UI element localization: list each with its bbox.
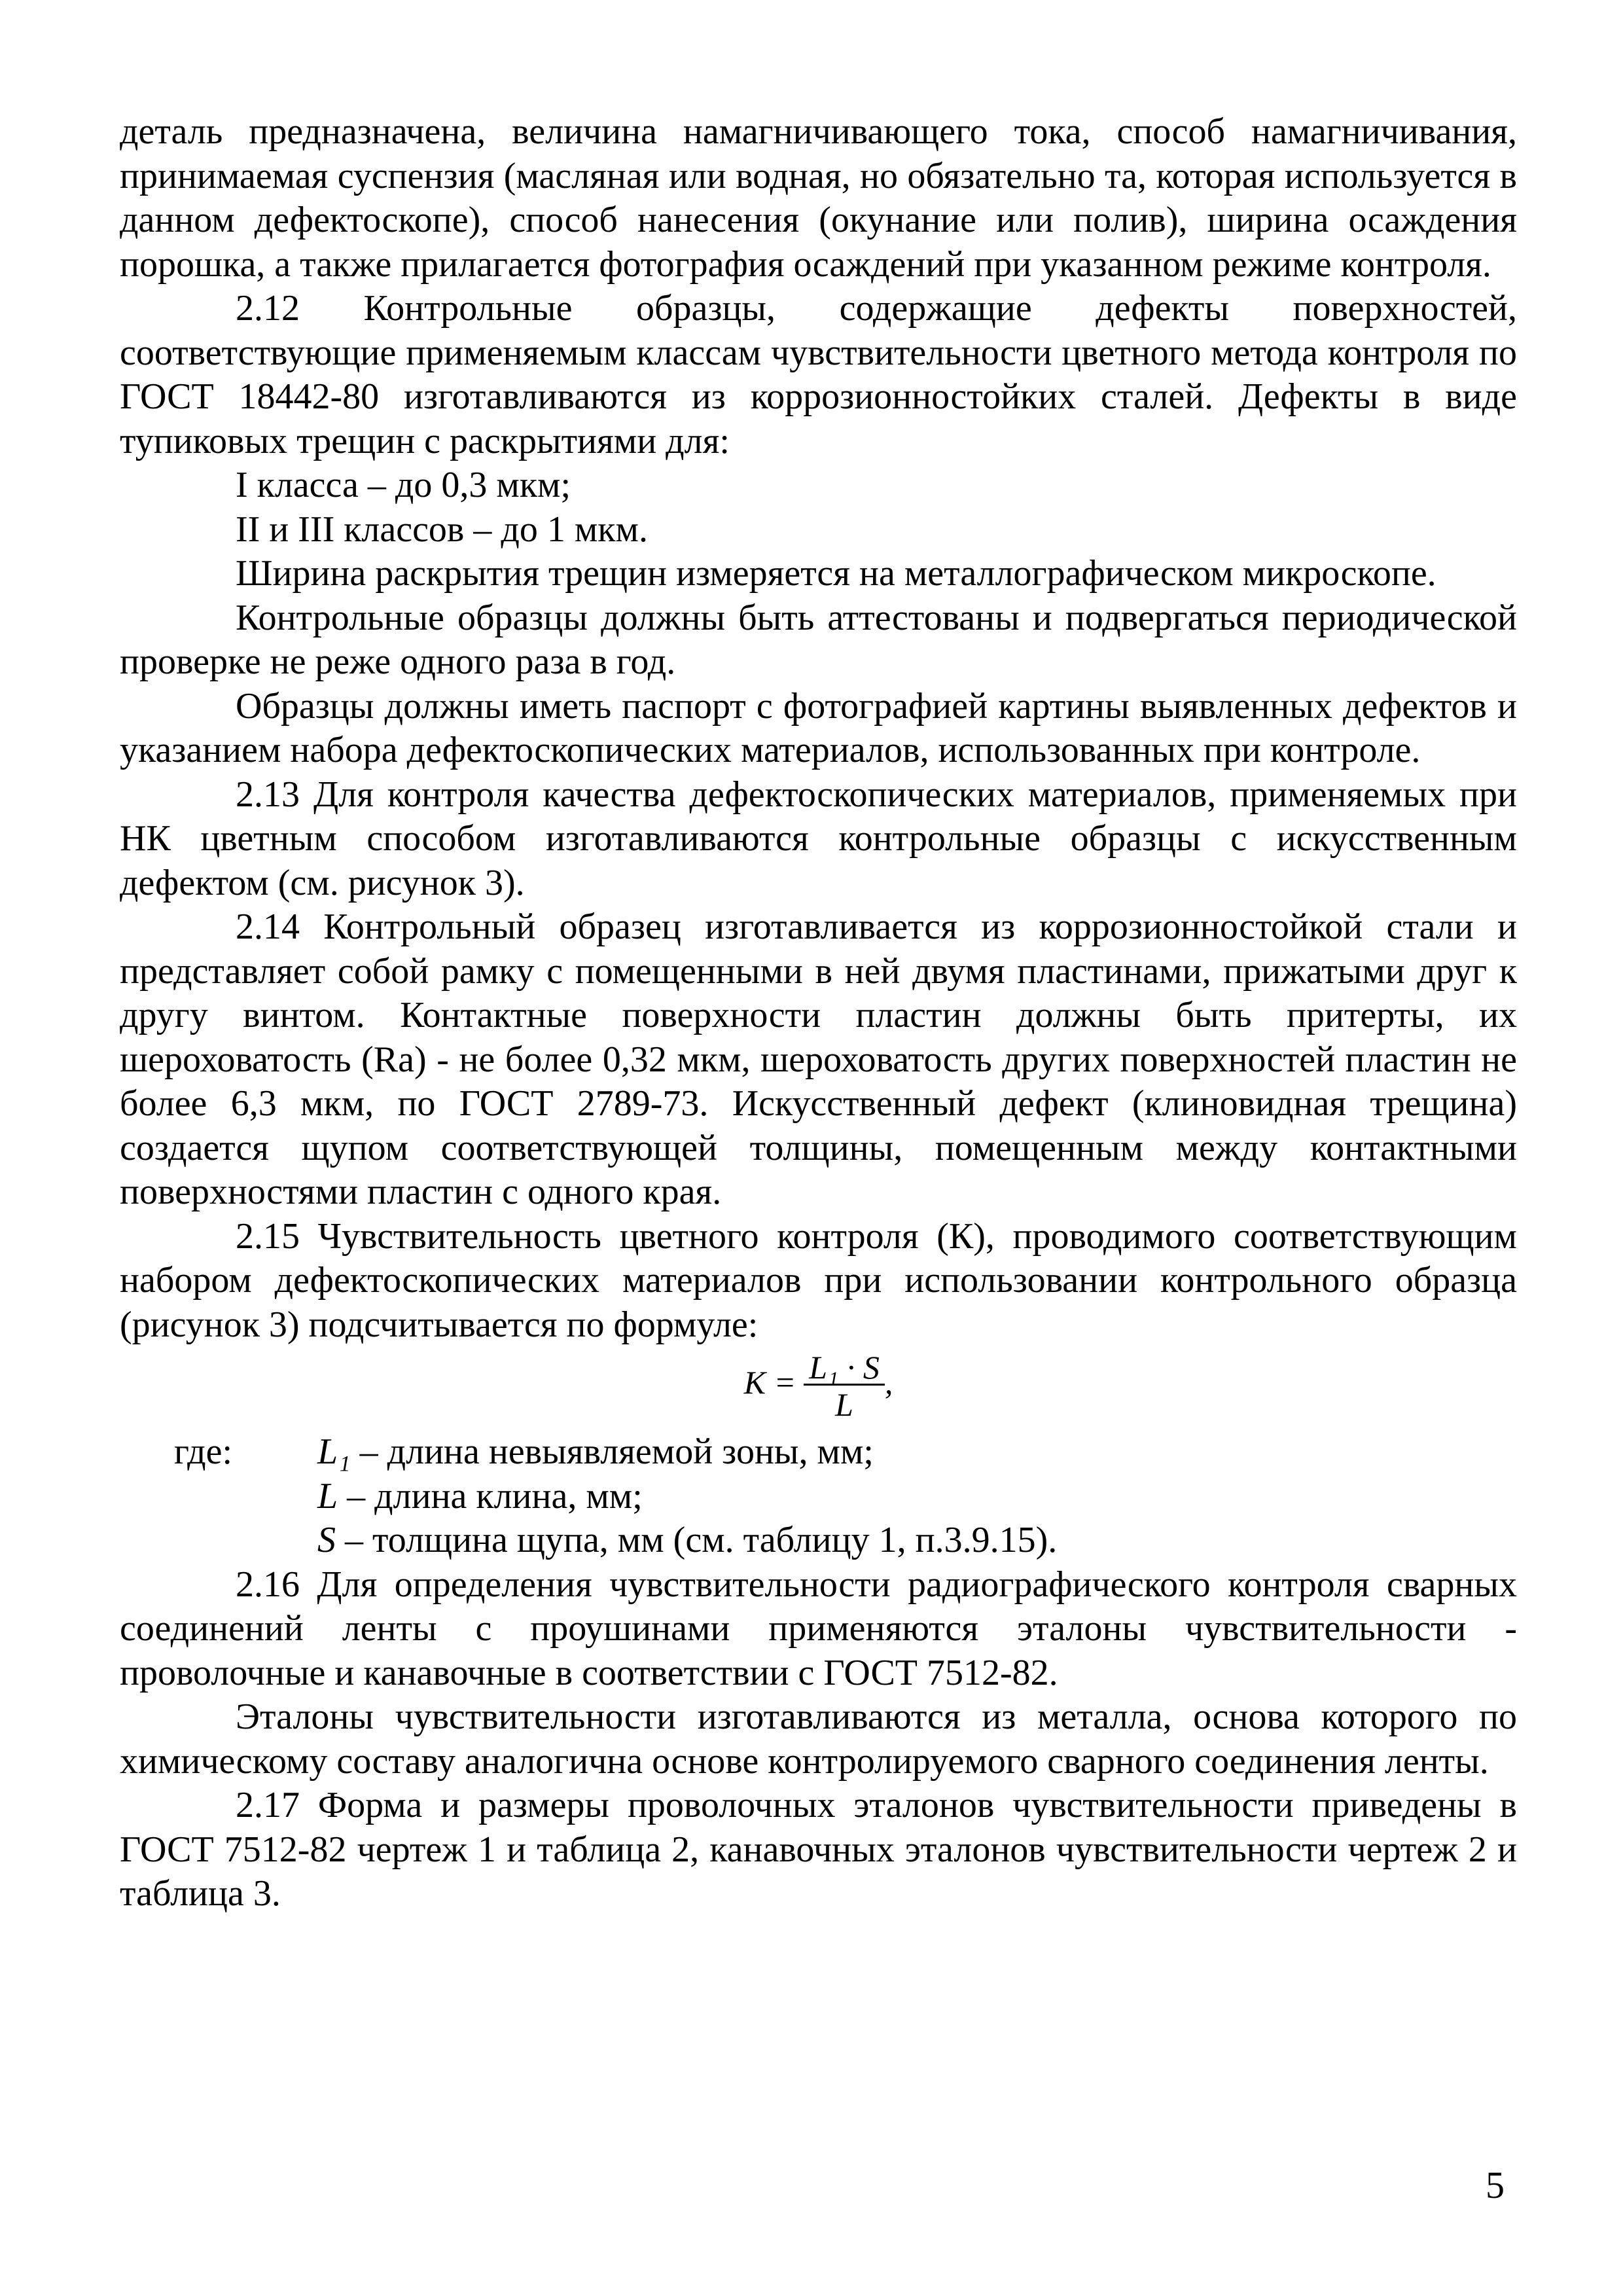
- legend-text: – длина клина, мм;: [338, 1475, 643, 1516]
- paragraph-2-15: 2.15 Чувствительность цветного контроля (К), проводимого соответствующим набором дефектоскопических материалов при использовании контрольного образца (рисунок 3) подсчитывается по формуле:: [120, 1215, 1517, 1345]
- legend-item: [317, 1430, 1517, 1475]
- paragraph-etalon: Эталоны чувствительности изготавливаются из металла, основа которого по химическому составу аналогична основе контролируемого сварного соединения ленты.: [120, 1696, 1517, 1782]
- list-item-class-1: I класса – до 0,3 мкм;: [236, 465, 571, 505]
- document-body: [120, 110, 1517, 1916]
- legend-symbol: S: [317, 1520, 336, 1560]
- formula-trailing: ,: [884, 1363, 893, 1401]
- paragraph-continuation: деталь предназначена, величина намагничивающего тока, способ намагничивания, принимаемая суспензия (масляная или водная, но обязательно та, которая используется в данном дефектоскопе), способ нанесения (окунание или полив), ширина осаждения порошка, а также прилагается фотография осаждений при указанном режиме контроля.: [120, 111, 1517, 285]
- paragraph-2-12: 2.12 Контрольные образцы, содержащие дефекты поверхностей, соответствующие применяемым классам чувствительности цветного метода контроля по ГОСТ 18442-80 изготавливаются из коррозионностойких сталей. Дефекты в виде тупиковых трещин с раскрытиями для:: [120, 288, 1517, 461]
- paragraph-2-13: 2.13 Для контроля качества дефектоскопических материалов, применяемых при НК цветным способом изготавливаются контрольные образцы с искусственным дефектом (см. рисунок 3).: [120, 774, 1517, 903]
- paragraph-attestation: Контрольные образцы должны быть аттестованы и подвергаться периодической проверке не реже одного раза в год.: [120, 597, 1517, 682]
- legend-item: [317, 1518, 1517, 1563]
- sensitivity-formula: [120, 1351, 1517, 1421]
- legend-rows: [317, 1430, 1517, 1563]
- paragraph-crack-width: Ширина раскрытия трещин измеряется на металлографическом микроскопе.: [236, 553, 1436, 594]
- legend-text: – толщина щупа, мм (см. таблицу 1, п.3.9.15).: [336, 1520, 1058, 1560]
- legend-label: где:: [174, 1431, 233, 1472]
- paragraph-2-17: 2.17 Форма и размеры проволочных эталонов чувствительности приведены в ГОСТ 7512-82 чертеж 1 и таблица 2, канавочных эталонов чувствительности чертеж 2 и таблица 3.: [120, 1785, 1517, 1914]
- page-number: 5: [1486, 2164, 1505, 2206]
- list-item-class-2-3: II и III классов – до 1 мкм.: [236, 509, 648, 550]
- legend-item: [317, 1475, 1517, 1519]
- paragraph-passport: Образцы должны иметь паспорт с фотографией картины выявленных дефектов и указанием набора дефектоскопических материалов, использованных при контроле.: [120, 685, 1517, 770]
- legend-symbol: L₁: [317, 1431, 351, 1472]
- formula-denominator: L: [835, 1386, 853, 1423]
- formula-numerator: L₁ · S: [804, 1351, 885, 1386]
- formula-legend: [120, 1430, 1517, 1563]
- paragraph-2-16: 2.16 Для определения чувствительности радиографического контроля сварных соединений ленты с проушинами применяются эталоны чувствительности - проволочные и канавочные в соответствии с ГОСТ 7512-82.: [120, 1564, 1517, 1693]
- legend-symbol: L: [317, 1475, 338, 1516]
- paragraph-2-14: 2.14 Контрольный образец изготавливается из коррозионностойкой стали и представляет собой рамку с помещенными в ней двумя пластинами, прижатыми друг к другу винтом. Контактные поверхности пластин должны быть притерты, их шероховатость (Ra) - не более 0,32 мкм, шероховатость других поверхностей пластин не более 6,3 мкм, по ГОСТ 2789-73. Искусственный дефект (клиновидная трещина) создается щупом соответствующей толщины, помещенным между контактными поверхностями пластин с одного края.: [120, 906, 1517, 1212]
- formula-fraction: [804, 1351, 885, 1421]
- formula-lhs: K =: [743, 1363, 796, 1401]
- legend-text: – длина невыявляемой зоны, мм;: [350, 1431, 874, 1472]
